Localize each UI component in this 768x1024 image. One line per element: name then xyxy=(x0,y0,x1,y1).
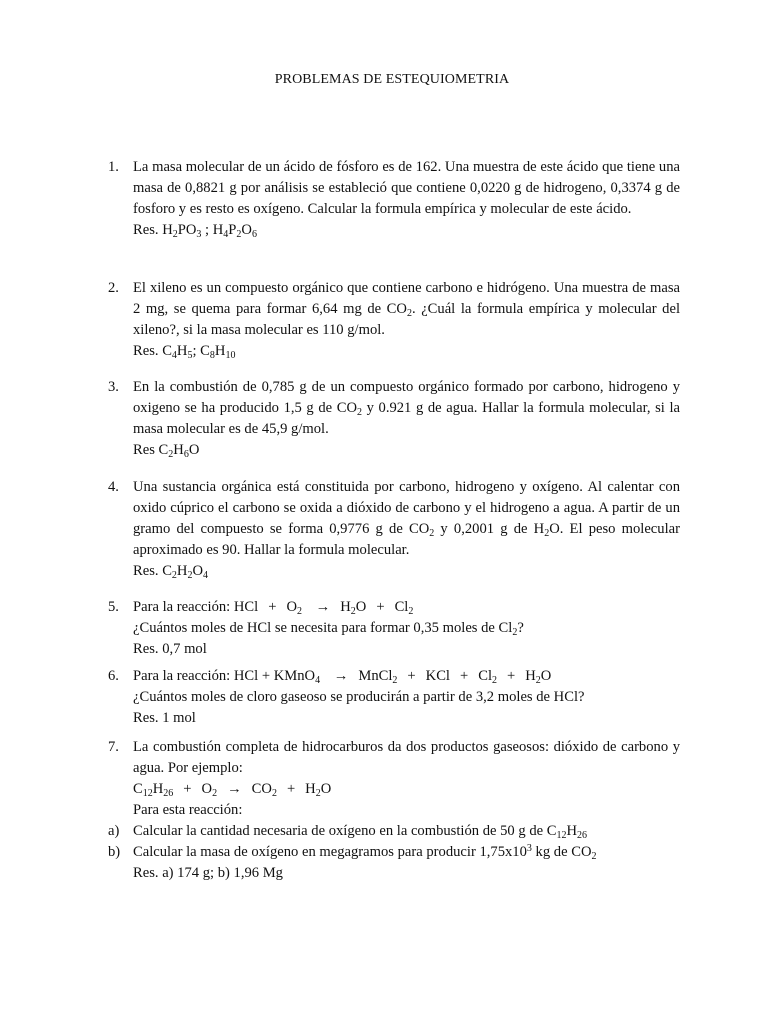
problem-number: 1. xyxy=(108,159,119,175)
problem-result: Res $C_2H_6O$ xyxy=(133,442,200,460)
problem-number: 2. xyxy=(108,280,119,296)
problem-1 xyxy=(108,157,680,241)
problem-text: La masa molecular de un ácido de fósforo es de 162. Una muestra de este ácido que tiene una masa de 0,8821 g por análisis se estableció que contiene 0,0220 g de hidrogeno, 0,3374 g de fosforo y es resto es oxígeno. Calcular la formula empírica y molecular de este ácido. xyxy=(133,159,680,217)
problem-result: Res. 1 mol xyxy=(133,710,196,726)
reaction-line: Para la reacción: HCl + $O_2 \to H_2O + Cl_2$ xyxy=(133,599,414,617)
problem-6 xyxy=(108,666,680,729)
problem-text: El xileno es un compuesto orgánico que contiene carbono e hidrógeno. Una muestra de masa 2 mg, se quema para formar 6,64 mg de $CO_2$. ¿Cuál la formula empírica y molecular del xileno?, si la masa molecular es 110 g/mol. xyxy=(133,280,680,338)
subquestion-a: a) Calcular la cantidad necesaria de oxígeno en la combustión de 50 g de $C_{12}H_{26}$ xyxy=(108,823,588,841)
problem-2 xyxy=(108,278,680,362)
problem-result: Res. 0,7 mol xyxy=(133,641,207,657)
problem-result: Res. $C_2H_2O_4$ xyxy=(133,563,209,581)
reaction-line: Para la reacción: HCl + KMnO$_4$ → MnCl$_2$ + KCl + $Cl_2 + H_2O$ xyxy=(133,668,552,686)
problem-4 xyxy=(108,477,680,582)
problem-result: Res. a) 174 g; b) 1,96 Mg xyxy=(133,865,283,881)
problem-number: 4. xyxy=(108,479,119,495)
problem-text: La combustión completa de hidrocarburos da dos productos gaseosos: dióxido de carbono y agua. Por ejemplo: xyxy=(133,739,680,776)
subquestion-b: b) Calcular la masa de oxígeno en megagramos para producir $1,75x10^3$ kg de $CO_2$ xyxy=(108,843,597,862)
problem-question: ¿Cuántos moles de cloro gaseoso se producirán a partir de 3,2 moles de HCl? xyxy=(133,689,585,705)
problem-intro: Para esta reacción: xyxy=(133,802,243,818)
page-title: PROBLEMAS DE ESTEQUIOMETRIA xyxy=(274,72,510,87)
problem-result: Res. $H_2PO_3$ ; $H_4P_2O_6$ xyxy=(133,222,257,240)
problem-number: 7. xyxy=(108,739,119,755)
problem-number: 3. xyxy=(108,379,119,395)
problem-number: 6. xyxy=(108,668,119,684)
problem-text: Una sustancia orgánica está constituida por carbono, hidrogeno y oxígeno. Al calentar con oxido cúprico el carbono se oxida a dióxido de carbono y el hidrogeno a agua. A partir de un gramo del compuesto se forma 0,9776 g de $CO_2$ y 0,2001 g de $H_2O$. El peso molecular aproximado es 90. Hallar la formula molecular. xyxy=(133,479,680,558)
problem-3 xyxy=(108,377,680,461)
problem-7 xyxy=(108,737,680,884)
problem-question: ¿Cuántos moles de HCl se necesita para formar 0,35 moles de $Cl_2$? xyxy=(133,620,524,638)
problem-text: En la combustión de 0,785 g de un compuesto orgánico formado por carbono, hidrogeno y oxigeno se ha producido 1,5 g de $CO_2$ y 0.921 g de agua. Hallar la formula molecular, si la masa molecular es de 45,9 g/mol. xyxy=(133,379,681,437)
problem-number: 5. xyxy=(108,599,119,615)
problem-5 xyxy=(108,597,680,660)
problem-result: Res. $C_4H_5$; $C_8H_{10}$ xyxy=(133,343,236,361)
reaction-line: $C_{12}H_{26} + O_2 \to CO_2 + H_2O$ xyxy=(133,781,332,799)
